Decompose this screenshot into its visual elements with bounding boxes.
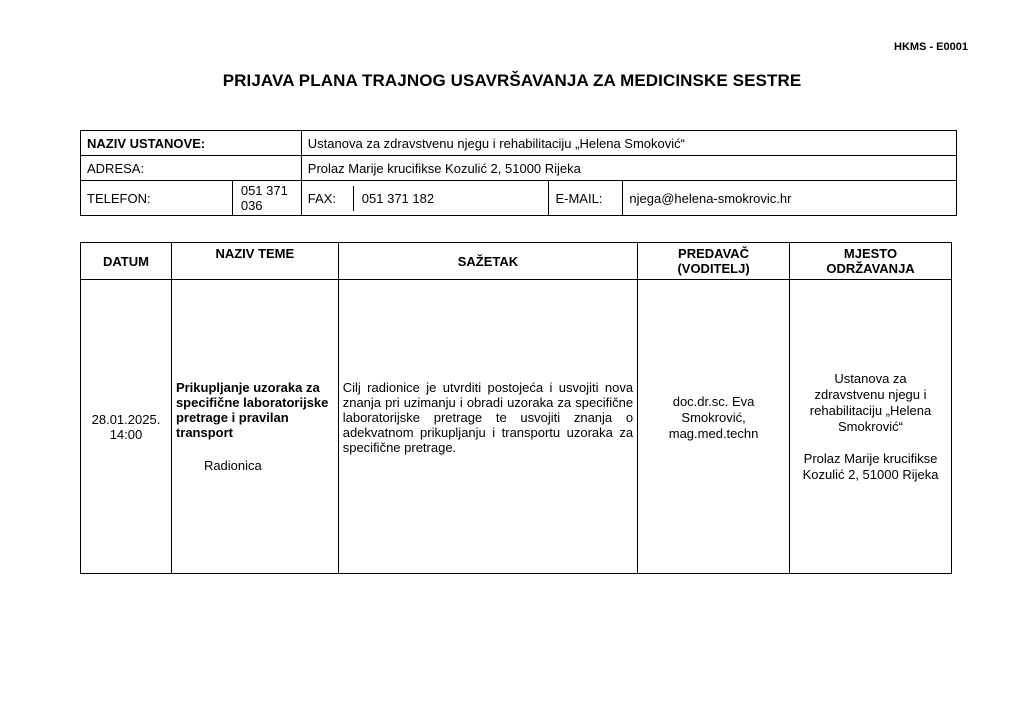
page-title: PRIJAVA PLANA TRAJNOG USAVRŠAVANJA ZA MEDICINSKE SESTRE: [222, 71, 802, 90]
phone-label: TELEFON:: [81, 181, 233, 216]
event-date: 28.01.2025.: [91, 411, 161, 427]
event-time: 14:00: [109, 426, 143, 442]
contact-row: [81, 181, 957, 216]
fax-label: FAX:: [302, 186, 354, 211]
header-place: MJESTO ODRŽAVANJA: [790, 243, 952, 280]
topic-title: Prikupljanje uzoraka za specifične laboratorijske pretrage i pravilan transport: [175, 380, 329, 440]
header-summary: SAŽETAK: [338, 243, 637, 280]
summary-cell: [338, 280, 637, 574]
fax-value: 051 371 182: [361, 190, 435, 206]
lecturer-name: doc.dr.sc. Eva Smokrović, mag.med.techn: [668, 393, 759, 441]
address-value: Prolaz Marije krucifikse Kozulić 2, 51000 Rijeka: [301, 156, 956, 181]
address-label: ADRESA:: [81, 156, 302, 181]
institution-name-label: NAZIV USTANOVE:: [81, 131, 302, 156]
institution-name-value: Ustanova za zdravstvenu njegu i rehabilitaciju „Helena Smoković“: [301, 131, 956, 156]
header-lecturer: PREDAVAČ (VODITELJ): [638, 243, 790, 280]
date-cell: [81, 280, 172, 574]
institution-name-row: [81, 131, 957, 156]
header-date: DATUM: [81, 243, 172, 280]
table-row: [81, 280, 952, 574]
document-code: HKMS - E0001: [894, 41, 968, 53]
header-topic: NAZIV TEME: [171, 243, 338, 280]
table-header-row: [81, 243, 952, 280]
training-plan-table: [80, 242, 952, 574]
lecturer-cell: [638, 280, 790, 574]
address-row: [81, 156, 957, 181]
summary-text: Cilj radionice je utvrditi postojeća i usvojiti nova znanja pri uzimanju i obradi uzoraka za specifične laboratorijske pretrage te usvojiti znanja o adekvatnom prikupljanju i transportu uzoraka za specifične pretrage.: [342, 380, 634, 455]
fax-label-and-value: [301, 181, 549, 216]
email-label: E-MAIL:: [549, 181, 623, 216]
place-address: Prolaz Marije krucifikse Kozulić 2, 51000 Rijeka: [802, 450, 939, 482]
email-value: njega@helena-smokrovic.hr: [623, 181, 957, 216]
place-cell: [790, 280, 952, 574]
place-name: Ustanova za zdravstvenu njegu i rehabilitaciju „Helena Smokrović“: [809, 370, 932, 434]
topic-cell: [171, 280, 338, 574]
institution-info-table: [80, 130, 957, 216]
topic-type: Radionica: [203, 458, 262, 473]
phone-value: 051 371 036: [232, 181, 301, 216]
